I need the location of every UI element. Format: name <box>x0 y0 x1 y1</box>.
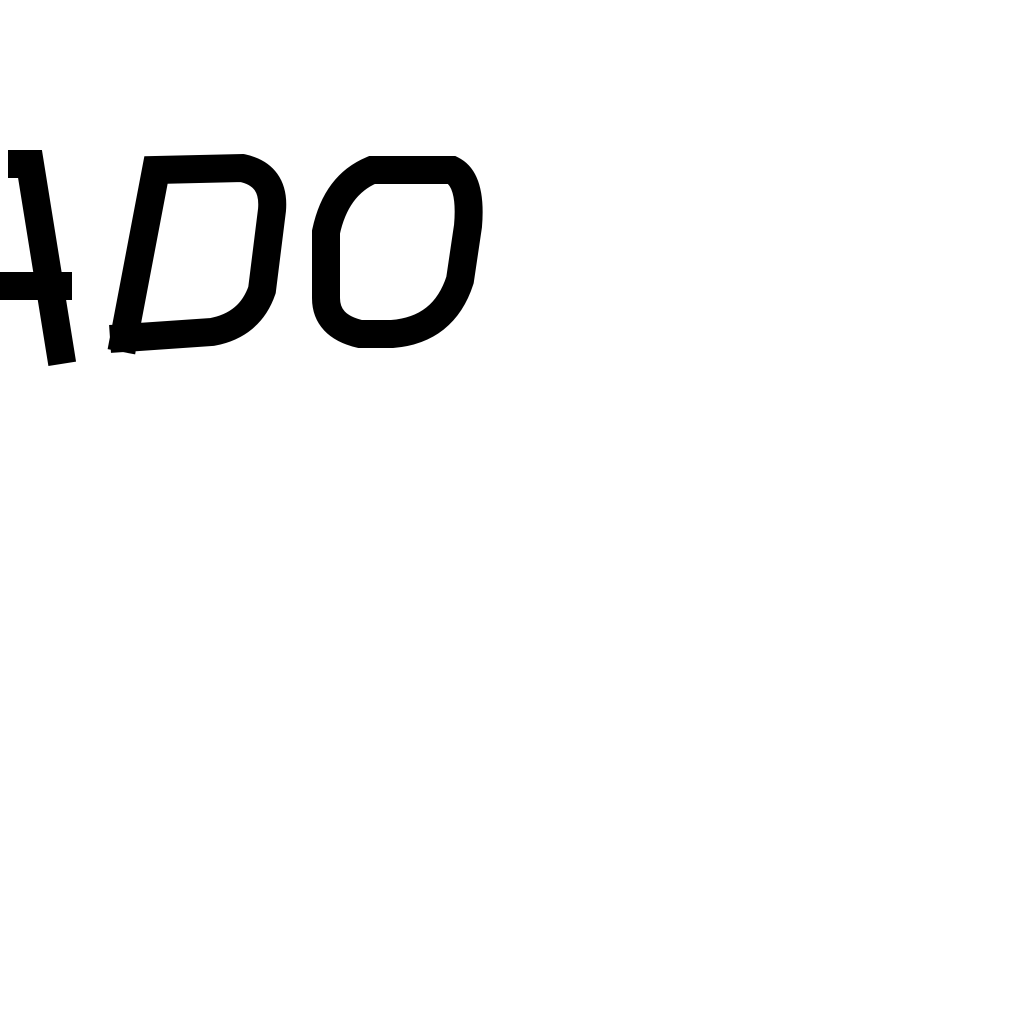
letter-a-stroke <box>0 164 60 350</box>
letter-d-stroke <box>124 168 272 338</box>
letter-o-stroke <box>326 170 469 334</box>
